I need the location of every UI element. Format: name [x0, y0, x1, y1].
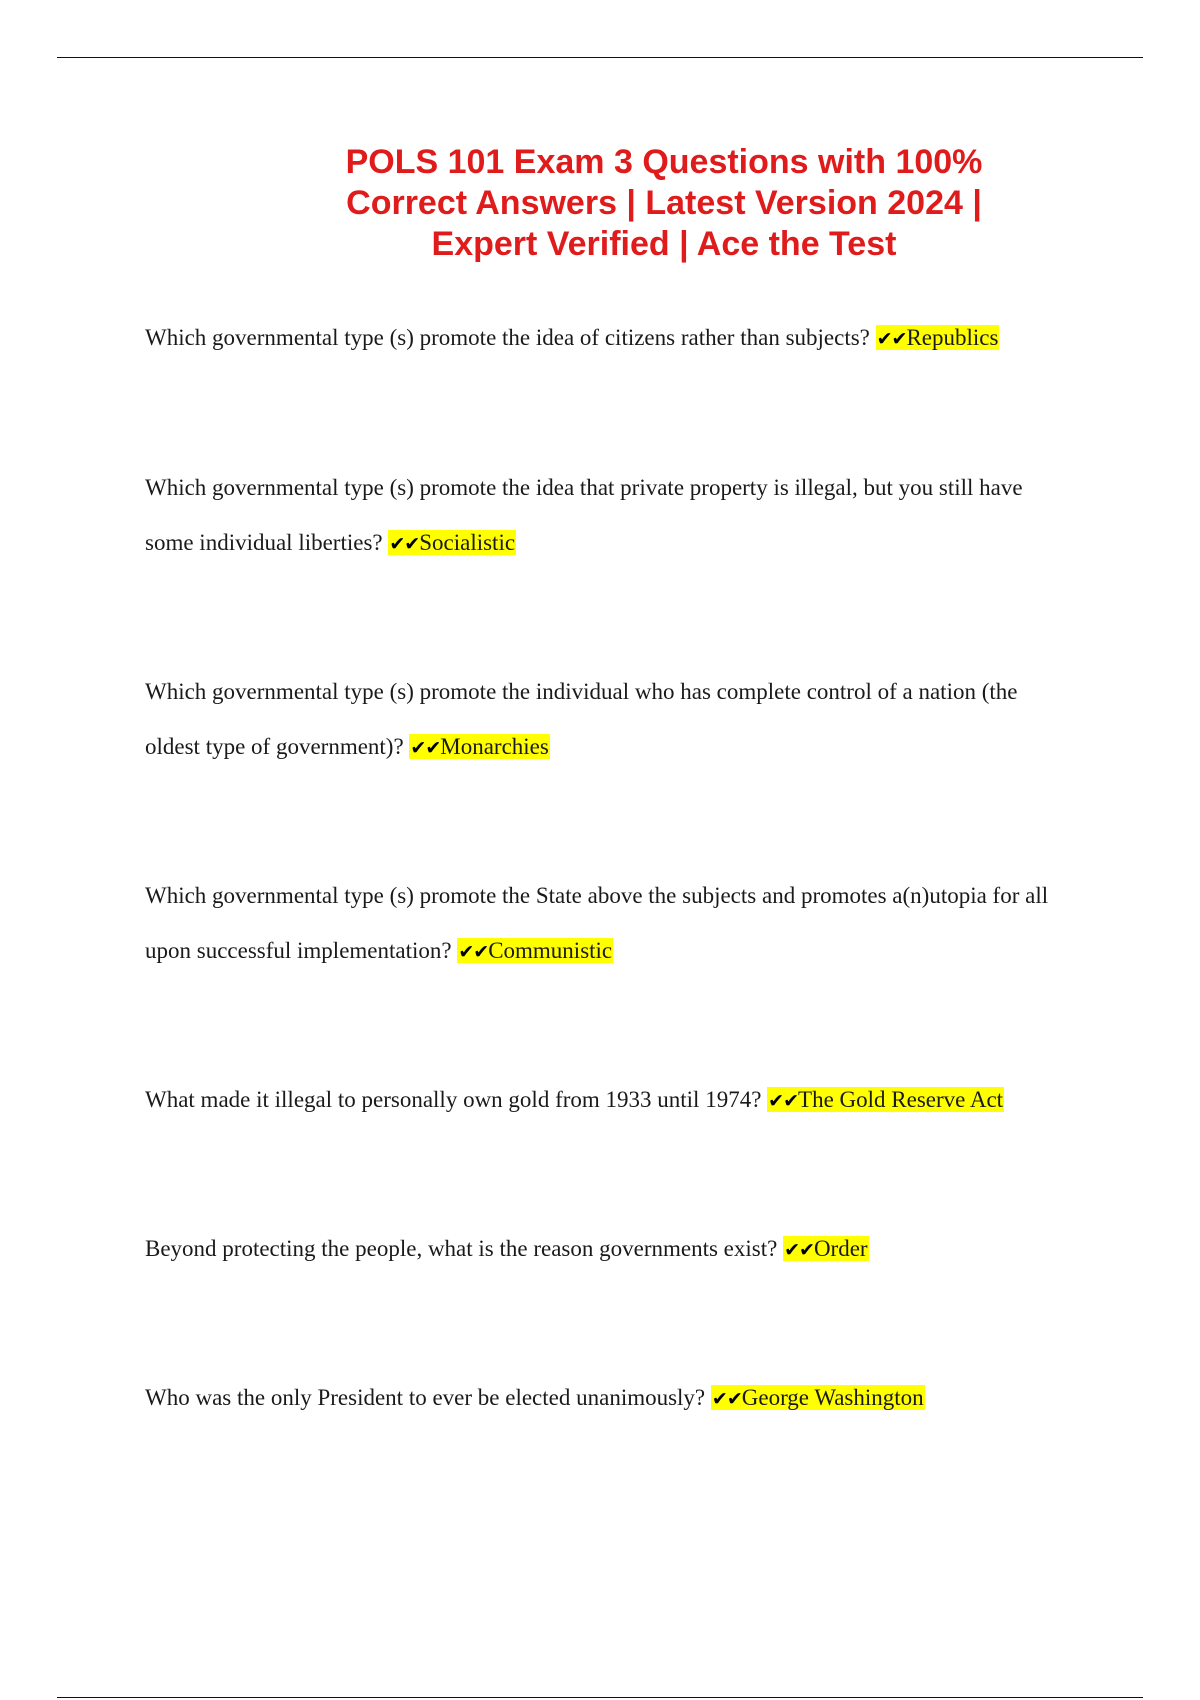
qa-item: [145, 664, 1075, 776]
qa-item: [145, 460, 1075, 572]
qa-item: [145, 310, 1075, 367]
answer-text: George Washington: [741, 1385, 924, 1410]
answer-text: Republics: [906, 325, 999, 350]
question-text: Which governmental type (s) promote the idea that private property is illegal, but you still have some individual liberties?: [145, 475, 1023, 555]
question-text: What made it illegal to personally own gold from 1933 until 1974?: [145, 1087, 762, 1112]
bottom-rule: [57, 1697, 1143, 1698]
check-mark-icon: ✔✔: [784, 1239, 814, 1261]
qa-item: [145, 1370, 1075, 1427]
check-mark-icon: ✔✔: [458, 941, 489, 963]
answer-text: Monarchies: [440, 734, 549, 759]
question-text: Which governmental type (s) promote the State above the subjects and promotes a(n)utopia for all upon successful implementation?: [145, 883, 1049, 963]
question-text: Who was the only President to ever be elected unanimously?: [145, 1385, 706, 1410]
answer-highlight: [711, 1385, 925, 1410]
check-mark-icon: ✔✔: [876, 328, 907, 350]
title-line-2: Correct Answers | Latest Version 2024 |: [346, 184, 982, 222]
qa-item: [145, 1221, 1075, 1278]
check-mark-icon: ✔✔: [711, 1388, 742, 1410]
answer-text: Order: [813, 1236, 868, 1261]
answer-text: Socialistic: [419, 530, 516, 555]
answer-highlight: [783, 1236, 868, 1261]
question-text: Beyond protecting the people, what is the reason governments exist?: [145, 1236, 778, 1261]
title-line-1: POLS 101 Exam 3 Questions with 100%: [345, 143, 983, 181]
answer-highlight: [457, 938, 613, 963]
check-mark-icon: ✔✔: [768, 1090, 799, 1112]
title-line-3: Expert Verified | Ace the Test: [431, 225, 897, 263]
answer-text: The Gold Reserve Act: [798, 1087, 1004, 1112]
check-mark-icon: ✔✔: [410, 737, 441, 759]
answer-text: Communistic: [488, 938, 613, 963]
top-rule: [57, 57, 1143, 58]
answer-highlight: [388, 530, 516, 555]
answer-highlight: [876, 325, 1000, 350]
answer-highlight: [409, 734, 549, 759]
answer-highlight: [767, 1087, 1004, 1112]
qa-item: [145, 868, 1075, 980]
check-mark-icon: ✔✔: [389, 533, 420, 555]
question-text: Which governmental type (s) promote the idea of citizens rather than subjects?: [145, 325, 870, 350]
qa-item: [145, 1072, 1075, 1129]
page-title: [230, 142, 1098, 265]
question-text: Which governmental type (s) promote the individual who has complete control of a nation (the oldest type of government)?: [145, 679, 1018, 759]
